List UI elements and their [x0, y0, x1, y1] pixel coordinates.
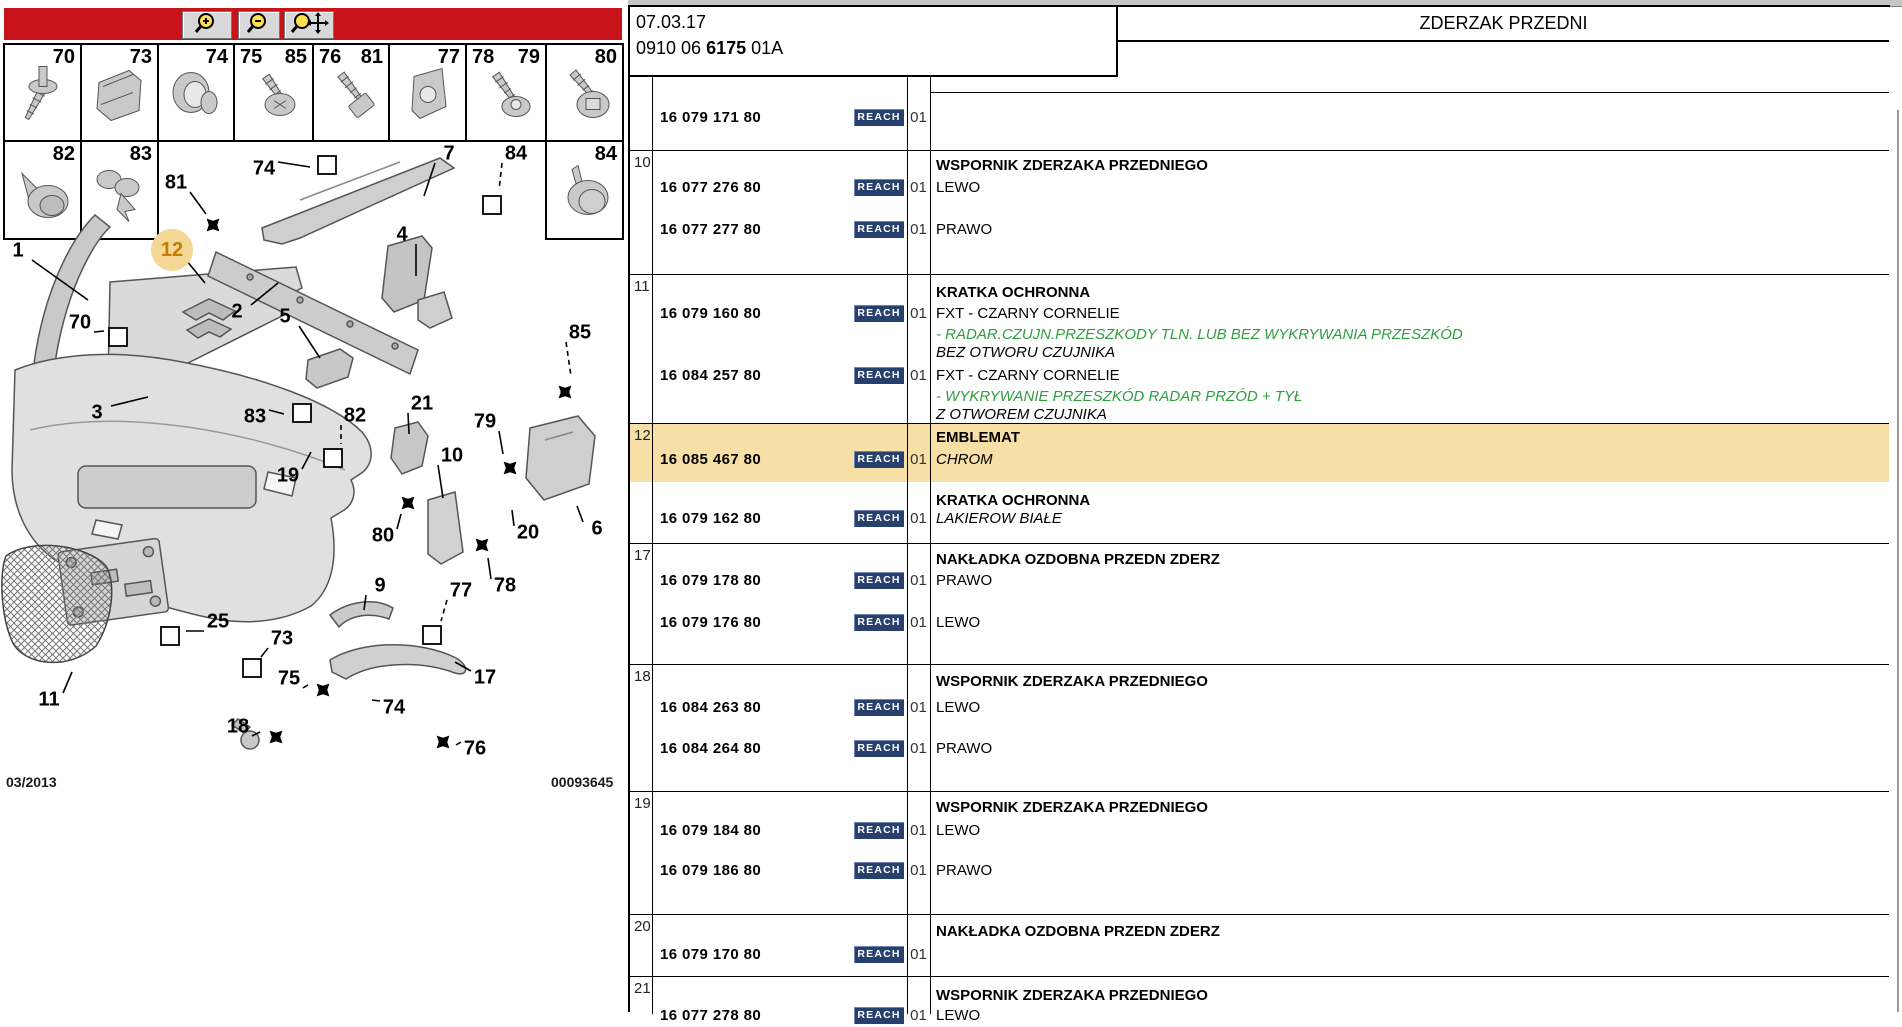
fastener-marker-cross: [310, 677, 335, 702]
fastener-label: 77: [437, 46, 460, 68]
fastener-marker-cross: [430, 729, 455, 754]
clip-marker-square: [483, 196, 501, 214]
quantity: 01: [910, 179, 927, 196]
table-line: [630, 822, 1889, 842]
reach-badge[interactable]: REACH: [854, 946, 904, 963]
callout-73[interactable]: 73: [270, 627, 294, 650]
quantity: 01: [910, 740, 927, 757]
part-note: - RADAR.CZUJN.PRZESZKODY TLN. LUB BEZ WYKRYWANIA PRZESZKÓD: [936, 326, 1463, 343]
fastener-marker-cross: [469, 532, 494, 557]
callout-1[interactable]: 1: [12, 239, 24, 262]
part-number[interactable]: 16 085 467 80: [660, 451, 762, 468]
quantity: 01: [910, 510, 927, 527]
clip-marker-square: [243, 659, 261, 677]
window-right-edge: [1897, 110, 1899, 1012]
callout-5[interactable]: 5: [279, 305, 291, 328]
table-row-20[interactable]: [630, 915, 1889, 977]
callout-7[interactable]: 7: [443, 142, 455, 165]
row-number: 21: [634, 980, 651, 997]
callout-80[interactable]: 80: [371, 524, 395, 547]
reach-badge[interactable]: REACH: [854, 614, 904, 631]
callout-25[interactable]: 25: [206, 610, 230, 633]
callout-76[interactable]: 76: [463, 737, 487, 760]
clip-marker-square: [109, 328, 127, 346]
diagram-date-code: 03/2013: [6, 774, 57, 790]
table-line: [630, 862, 1889, 882]
part-group-title: NAKŁADKA OZDOBNA PRZEDN ZDERZ: [936, 923, 1220, 940]
part-description: PRAWO: [936, 572, 993, 589]
part-description: PRAWO: [936, 862, 993, 879]
table-line: [630, 572, 1889, 592]
callout-18[interactable]: 18: [226, 715, 250, 738]
part-description: LEWO: [936, 1007, 981, 1024]
part-group-title: NAKŁADKA OZDOBNA PRZEDN ZDERZ: [936, 551, 1220, 568]
reach-badge[interactable]: REACH: [854, 367, 904, 384]
table-line: [630, 326, 1889, 346]
table-line: [630, 344, 1889, 364]
table-row-17[interactable]: [630, 544, 1889, 665]
fastener-marker-cross: [497, 455, 522, 480]
fastener-label: 75: [240, 46, 263, 68]
row-number: 10: [634, 154, 651, 171]
part-group-title: KRATKA OCHRONNA: [936, 284, 1091, 301]
quantity: 01: [910, 572, 927, 589]
table-line: [630, 799, 1889, 819]
part-description: LEWO: [936, 179, 981, 196]
part-number[interactable]: 16 079 171 80: [660, 109, 762, 126]
part-number[interactable]: 16 084 264 80: [660, 740, 762, 757]
callout-74[interactable]: 74: [252, 157, 276, 180]
table-row-19[interactable]: [630, 792, 1889, 915]
callout-9[interactable]: 9: [374, 574, 386, 597]
part-description: CHROM: [936, 451, 993, 468]
reach-badge[interactable]: REACH: [854, 740, 904, 757]
part-note: - WYKRYWANIE PRZESZKÓD RADAR PRZÓD + TYŁ: [936, 388, 1303, 405]
table-line: [630, 451, 1889, 471]
row-number: 19: [634, 795, 651, 812]
row-number: 12: [634, 427, 651, 444]
fastener-label: 82: [52, 143, 75, 165]
callout-12[interactable]: 12: [151, 229, 193, 271]
table-line: [630, 179, 1889, 199]
part-number[interactable]: 16 077 276 80: [660, 179, 762, 196]
part-description: LEWO: [936, 822, 981, 839]
quantity: 01: [910, 109, 927, 126]
fastener-label: 76: [319, 46, 342, 68]
table-line: [630, 284, 1889, 304]
part-group-title: WSPORNIK ZDERZAKA PRZEDNIEGO: [936, 673, 1208, 690]
part-number[interactable]: 16 079 160 80: [660, 305, 762, 322]
quantity: 01: [910, 946, 927, 963]
part-note: BEZ OTWORU CZUJNIKA: [936, 344, 1116, 361]
clip-marker-square: [324, 449, 342, 467]
callout-11[interactable]: 11: [38, 688, 60, 711]
part-group-title: WSPORNIK ZDERZAKA PRZEDNIEGO: [936, 987, 1208, 1004]
table-line: [630, 673, 1889, 693]
part-number[interactable]: 16 079 176 80: [660, 614, 762, 631]
reach-badge[interactable]: REACH: [854, 510, 904, 527]
quantity: 01: [910, 305, 927, 322]
part-note: Z OTWOREM CZUJNIKA: [936, 406, 1107, 423]
clip-marker-square: [293, 404, 311, 422]
part-number[interactable]: 16 079 186 80: [660, 862, 762, 879]
catalog-reference-box: [630, 7, 1118, 77]
quantity: 01: [910, 862, 927, 879]
table-row-18[interactable]: [630, 665, 1889, 792]
callout-74[interactable]: 74: [382, 696, 406, 719]
reach-badge[interactable]: REACH: [854, 179, 904, 196]
quantity: 01: [910, 699, 927, 716]
diagram-number: 00093645: [551, 774, 614, 790]
callout-82[interactable]: 82: [343, 404, 367, 427]
part-description: FXT - CZARNY CORNELIE: [936, 367, 1120, 384]
reach-badge[interactable]: REACH: [854, 822, 904, 839]
fastener-marker-cross: [395, 490, 420, 515]
reach-badge[interactable]: REACH: [854, 862, 904, 879]
table-line: [630, 987, 1889, 1007]
part-group-title: KRATKA OCHRONNA: [936, 492, 1091, 509]
table-row-partial0[interactable]: [630, 77, 1889, 151]
table-line: [630, 429, 1889, 449]
table-line: [630, 157, 1889, 177]
part-group-title: EMBLEMAT: [936, 429, 1020, 446]
clip-marker-square: [161, 627, 179, 645]
part-number[interactable]: 16 077 277 80: [660, 221, 762, 238]
quantity: 01: [910, 221, 927, 238]
row-number: 20: [634, 918, 651, 935]
part-group-title: WSPORNIK ZDERZAKA PRZEDNIEGO: [936, 157, 1208, 174]
callout-4[interactable]: 4: [396, 223, 408, 246]
quantity: 01: [910, 451, 927, 468]
callout-78[interactable]: 78: [493, 574, 517, 597]
table-row-11[interactable]: [630, 275, 1889, 424]
part-description: PRAWO: [936, 740, 993, 757]
row-number: 11: [634, 278, 650, 295]
table-line: [630, 614, 1889, 634]
fastener-label: 74: [205, 46, 228, 68]
callout-2[interactable]: 2: [231, 300, 243, 323]
callout-77[interactable]: 77: [449, 579, 473, 602]
table-line: [630, 388, 1889, 408]
fastener-label: 73: [129, 46, 152, 68]
callout-70[interactable]: 70: [68, 311, 92, 334]
table-line: [630, 699, 1889, 719]
fastener-label: 84: [594, 143, 617, 165]
callout-84[interactable]: 84: [504, 142, 528, 165]
fastener-marker-cross: [263, 724, 288, 749]
table-line: [630, 923, 1889, 943]
callout-21[interactable]: 21: [410, 392, 434, 415]
table-line: [630, 740, 1889, 760]
table-row-21[interactable]: [630, 977, 1889, 1024]
part-group-title: WSPORNIK ZDERZAKA PRZEDNIEGO: [936, 799, 1208, 816]
callout-20[interactable]: 20: [516, 521, 540, 544]
callout-81[interactable]: 81: [164, 171, 188, 194]
exploded-view-drawing: [0, 0, 628, 1012]
part-number[interactable]: 16 079 162 80: [660, 510, 762, 527]
part-description: LAKIEROW BIAŁE: [936, 510, 1062, 527]
fastener-label: 81: [360, 46, 383, 68]
table-line: [630, 305, 1889, 325]
table-line: [630, 1007, 1889, 1027]
table-line: [630, 946, 1889, 966]
quantity: 01: [910, 367, 927, 384]
catalog-date: 07.03.17: [636, 12, 707, 32]
part-description: LEWO: [936, 614, 981, 631]
callout-85[interactable]: 85: [568, 321, 592, 344]
table-line: [630, 221, 1889, 241]
quantity: 01: [910, 614, 927, 631]
table-line: [630, 492, 1889, 512]
fastener-label: 70: [52, 46, 75, 68]
part-number[interactable]: 16 084 263 80: [660, 699, 762, 716]
callout-83[interactable]: 83: [243, 405, 267, 428]
reach-badge[interactable]: REACH: [854, 221, 904, 238]
quantity: 01: [910, 1007, 927, 1024]
reach-badge[interactable]: REACH: [854, 109, 904, 126]
catalog-reference: 0910 06 6175 01A: [636, 38, 784, 58]
part-description: PRAWO: [936, 221, 993, 238]
table-line: [630, 406, 1889, 426]
table-line: [630, 109, 1889, 129]
part-number[interactable]: 16 079 170 80: [660, 946, 762, 963]
parts-table-panel: [628, 5, 1890, 1024]
fastener-label: 79: [517, 46, 540, 68]
part-number[interactable]: 16 079 178 80: [660, 572, 762, 589]
fastener-label: 83: [129, 143, 152, 165]
scroll-cut-row-border: [930, 92, 1889, 93]
clip-marker-square: [423, 626, 441, 644]
row-number: 17: [634, 547, 651, 564]
reach-badge[interactable]: REACH: [854, 572, 904, 589]
reach-badge[interactable]: REACH: [854, 1007, 904, 1024]
reach-badge[interactable]: REACH: [854, 451, 904, 468]
part-description: FXT - CZARNY CORNELIE: [936, 305, 1120, 322]
callout-79[interactable]: 79: [473, 410, 497, 433]
clip-marker-square: [318, 156, 336, 174]
reach-badge[interactable]: REACH: [854, 305, 904, 322]
callout-6[interactable]: 6: [591, 517, 603, 540]
diagram-panel: [0, 0, 628, 1012]
callout-19[interactable]: 19: [276, 464, 300, 487]
fastener-label: 78: [472, 46, 495, 68]
page-title: ZDERZAK PRZEDNI: [1118, 7, 1889, 42]
part-number[interactable]: 16 077 278 80: [660, 1007, 762, 1024]
callout-75[interactable]: 75: [277, 667, 301, 690]
fastener-marker-cross: [200, 212, 225, 237]
part-description: LEWO: [936, 699, 981, 716]
callout-3[interactable]: 3: [91, 401, 103, 424]
callout-17[interactable]: 17: [473, 666, 497, 689]
parts-table: [630, 77, 1889, 1024]
part-number[interactable]: 16 084 257 80: [660, 367, 762, 384]
table-line: [630, 510, 1889, 530]
table-row-12[interactable]: [630, 424, 1889, 544]
reach-badge[interactable]: REACH: [854, 699, 904, 716]
fastener-label: 80: [594, 46, 617, 68]
part-number[interactable]: 16 079 184 80: [660, 822, 762, 839]
quantity: 01: [910, 822, 927, 839]
table-line: [630, 367, 1889, 387]
row-number: 18: [634, 668, 651, 685]
callout-10[interactable]: 10: [440, 444, 464, 467]
table-line: [630, 551, 1889, 571]
table-row-10[interactable]: [630, 151, 1889, 275]
fastener-label: 85: [284, 46, 307, 68]
fastener-marker-cross: [552, 379, 577, 404]
